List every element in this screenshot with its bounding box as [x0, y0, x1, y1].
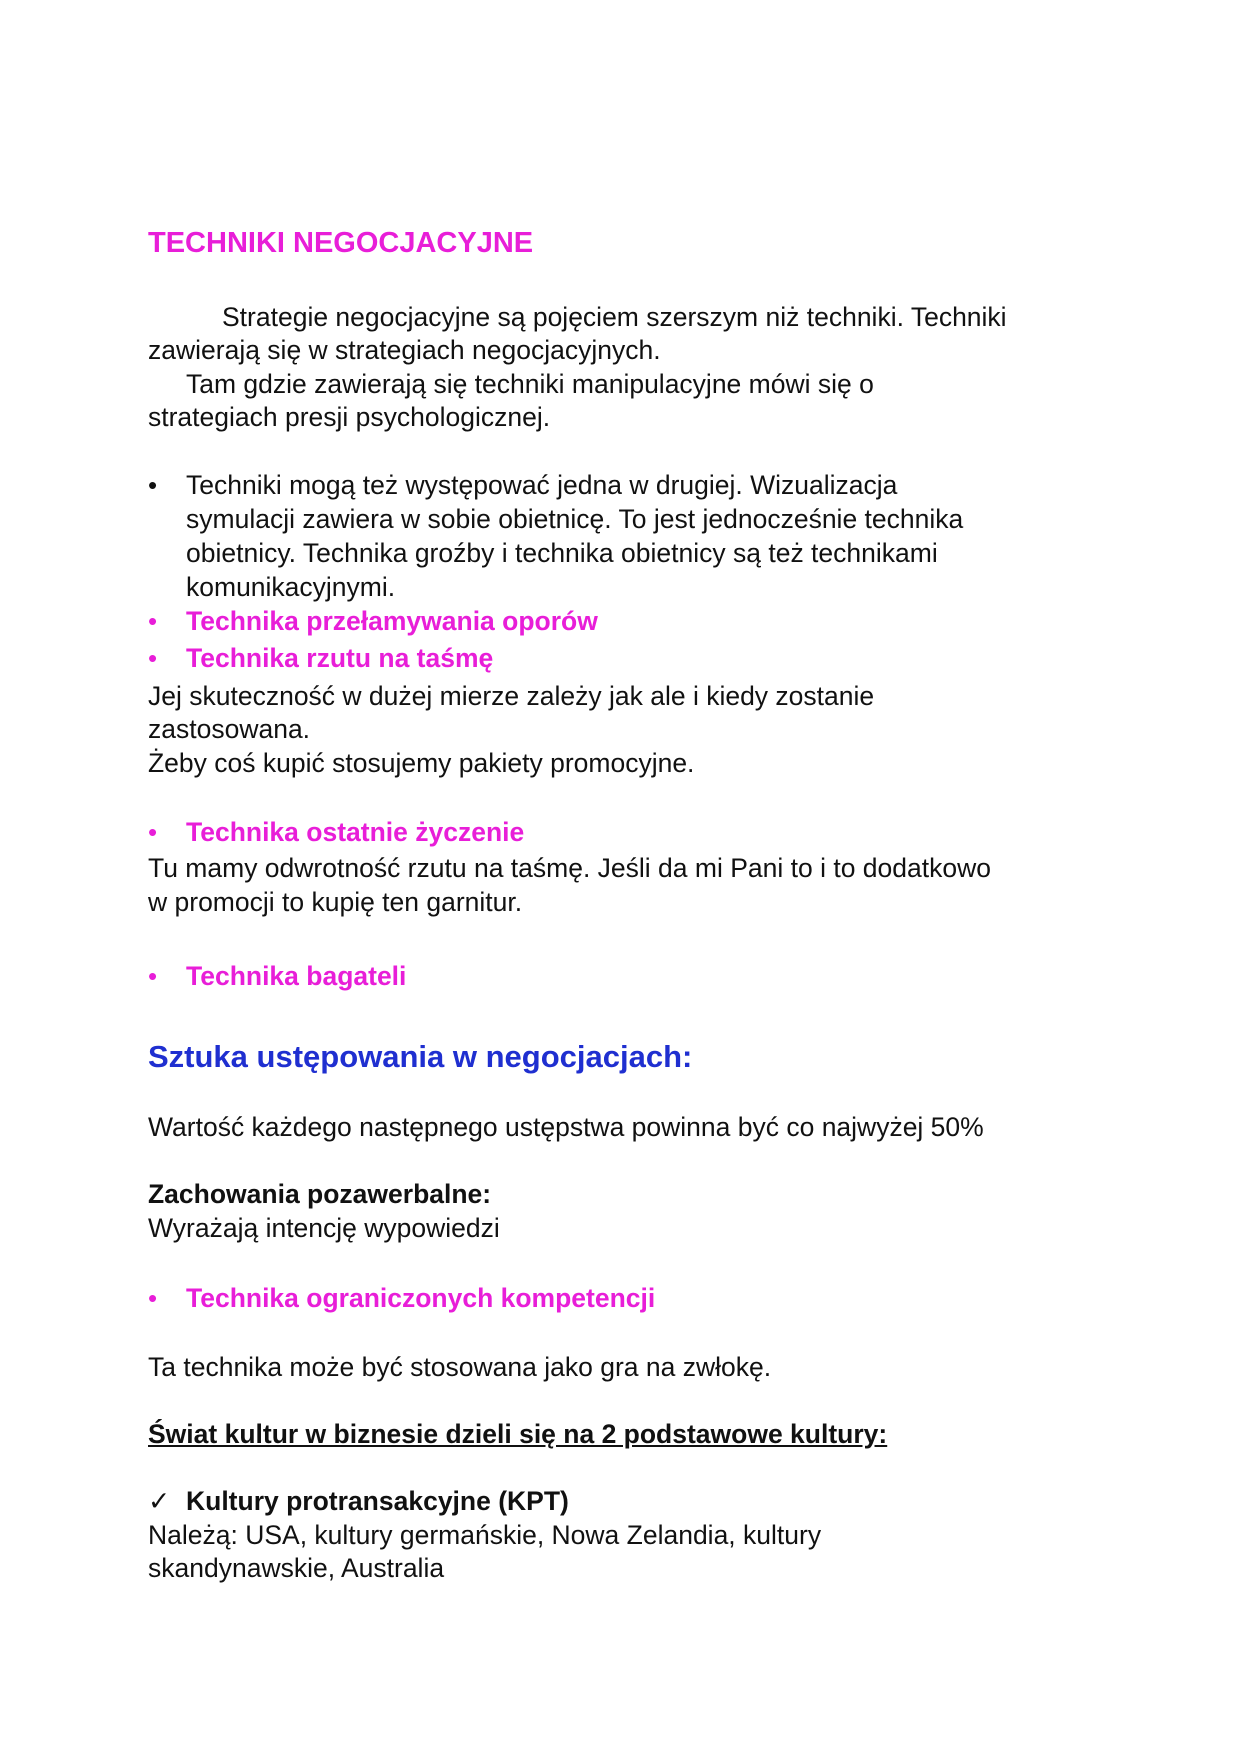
intro-p1-line1: Strategie negocjacyjne są pojęciem szerszym niż techniki. Techniki — [222, 302, 1007, 332]
last-wish-desc-line2: w promocji to kupię ten garnitur. — [148, 887, 523, 917]
list-item-technique-breaking — [148, 604, 598, 638]
intro-p1-line2: zawierają się w strategiach negocjacyjnych. — [148, 335, 661, 365]
bullet-icon: • — [148, 961, 158, 991]
tape-desc-line2: zastosowana. — [148, 714, 311, 744]
list-item-text — [186, 468, 963, 604]
bullet-icon: • — [148, 470, 158, 500]
technique-name: Technika ograniczonych kompetencji — [186, 1283, 656, 1313]
list-item-technique-last-wish — [148, 815, 524, 849]
check-icon: ✓ — [148, 1486, 171, 1516]
bullet-icon: • — [148, 817, 158, 847]
technique-name: Technika rzutu na taśmę — [186, 643, 494, 673]
nonverbal-heading: Zachowania pozawerbalne: — [148, 1179, 492, 1209]
cultures-heading: Świat kultur w biznesie dzieli się na 2 podstawowe kultury: — [148, 1419, 888, 1449]
concession-heading: Sztuka ustępowania w negocjacjach: — [148, 1039, 693, 1074]
last-wish-desc-line1: Tu mamy odwrotność rzutu na taśmę. Jeśli da mi Pani to i to dodatkowo — [148, 853, 991, 883]
list-line: symulacji zawiera w sobie obietnicę. To jest jednocześnie technika — [186, 504, 964, 534]
bullet-icon: • — [148, 606, 158, 636]
list-item-techniques-nested — [148, 468, 963, 604]
nonverbal-text: Wyrażają intencję wypowiedzi — [148, 1213, 500, 1243]
list-item-kpt — [148, 1484, 569, 1518]
list-line: obietnicy. Technika groźby i technika obietnicy są też technikami — [186, 538, 938, 568]
intro-p2-line2: strategiach presji psychologicznej. — [148, 402, 551, 432]
limited-desc: Ta technika może być stosowana jako gra na zwłokę. — [148, 1352, 772, 1382]
technique-name: Technika ostatnie życzenie — [186, 817, 525, 847]
tape-desc-line1: Jej skuteczność w dużej mierze zależy jak ale i kiedy zostanie — [148, 681, 875, 711]
technique-name: Technika bagateli — [186, 961, 407, 991]
list-item-technique-trifle — [148, 959, 406, 993]
document-title: TECHNIKI NEGOCJACYJNE — [148, 227, 534, 259]
kpt-desc-line1: Należą: USA, kultury germańskie, Nowa Zelandia, kultury — [148, 1520, 822, 1550]
bullet-icon: • — [148, 643, 158, 673]
kpt-desc-line2: skandynawskie, Australia — [148, 1553, 445, 1583]
bullet-icon: • — [148, 1283, 158, 1313]
list-item-technique-limited — [148, 1281, 655, 1315]
kpt-heading: Kultury protransakcyjne (KPT) — [186, 1486, 569, 1516]
list-line: komunikacyjnymi. — [186, 572, 396, 602]
concession-text: Wartość każdego następnego ustępstwa powinna być co najwyżej 50% — [148, 1112, 984, 1142]
technique-name: Technika przełamywania oporów — [186, 606, 598, 636]
list-item-technique-tape — [148, 641, 493, 675]
list-line: Techniki mogą też występować jedna w drugiej. Wizualizacja — [186, 470, 898, 500]
tape-desc-line3: Żeby coś kupić stosujemy pakiety promocyjne. — [148, 748, 695, 778]
intro-p2-line1: Tam gdzie zawierają się techniki manipulacyjne mówi się o — [186, 369, 874, 399]
